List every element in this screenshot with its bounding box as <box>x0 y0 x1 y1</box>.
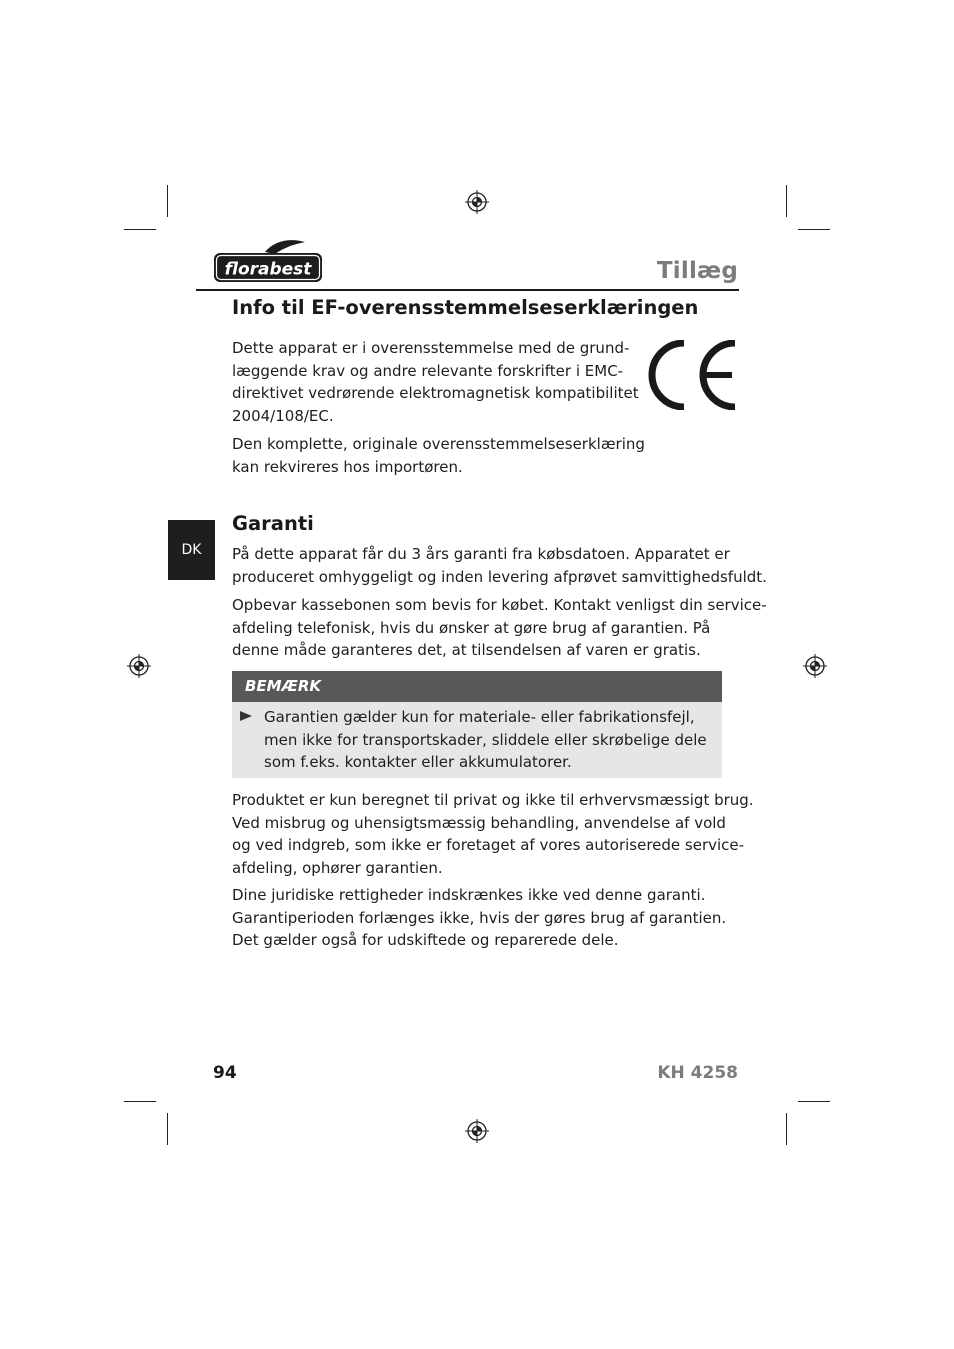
text-line: men ikke for transportskader, sliddele eller skrøbelige dele <box>264 730 707 749</box>
text-line: denne måde garanteres det, at tilsendelsen af varen er gratis. <box>232 641 701 659</box>
text-line: afdeling telefonisk, hvis du ønsker at gøre brug af garantien. På <box>232 618 711 637</box>
crop-mark <box>167 1113 168 1145</box>
registration-mark-icon <box>465 1119 489 1143</box>
triangle-bullet-icon <box>240 711 252 721</box>
section-title: Tillæg <box>656 258 738 284</box>
ef-heading: Info til EF-overensstemmelseserklæringen <box>232 296 699 319</box>
text-line: Garantien gælder kun for materiale- eller fabrikationsfejl, <box>264 708 695 726</box>
note-header <box>232 671 722 702</box>
florabest-logo <box>213 238 325 284</box>
text-line: læggende krav og andre relevante forskrifter i EMC- <box>232 361 624 380</box>
ef-paragraph-1 <box>232 337 639 427</box>
garanti-paragraph-3 <box>232 789 754 879</box>
note-title: BEMÆRK <box>245 677 322 695</box>
note-text <box>264 706 707 774</box>
text-line: direktivet vedrørende elektromagnetisk kompatibilitet <box>232 384 639 402</box>
text-line: Dine juridiske rettigheder indskrænkes ikke ved denne garanti. <box>232 886 706 904</box>
crop-mark <box>798 1101 830 1102</box>
registration-mark-icon <box>127 654 151 678</box>
text-line: Den komplette, originale overensstemmelseserklæring <box>232 435 645 453</box>
text-line: kan rekvireres hos importøren. <box>232 457 463 476</box>
registration-mark-icon <box>465 190 489 214</box>
text-line: På dette apparat får du 3 års garanti fra købsdatoen. Apparatet er <box>232 545 730 563</box>
garanti-paragraph-2 <box>232 594 767 662</box>
text-line: som f.eks. kontakter eller akkumulatorer. <box>264 753 572 771</box>
ef-paragraph-2 <box>232 433 645 478</box>
text-line: Opbevar kassebonen som bevis for købet. Kontakt venligst din service- <box>232 596 767 614</box>
language-tab: DK <box>168 520 215 580</box>
text-line: og ved indgreb, som ikke er foretaget af vores autoriserede service- <box>232 836 745 854</box>
garanti-heading: Garanti <box>232 512 314 535</box>
text-line: produceret omhyggeligt og inden levering afprøvet samvittighedsfuldt. <box>232 567 767 586</box>
text-line: Dette apparat er i overensstemmelse med de grund- <box>232 339 630 357</box>
crop-mark <box>124 229 156 230</box>
crop-mark <box>124 1101 156 1102</box>
crop-mark <box>786 1113 787 1145</box>
page-number: 94 <box>213 1063 237 1083</box>
header-rule <box>196 289 739 291</box>
text-line: Produktet er kun beregnet til privat og ikke til erhvervsmæssigt brug. <box>232 791 754 809</box>
text-line: Det gælder også for udskiftede og reparerede dele. <box>232 931 619 949</box>
text-line: Ved misbrug og uhensigtsmæssig behandling, anvendelse af vold <box>232 813 726 832</box>
garanti-paragraph-4 <box>232 884 726 952</box>
text-line: afdeling, ophører garantien. <box>232 858 443 877</box>
text-line: 2004/108/EC. <box>232 406 334 425</box>
crop-mark <box>786 185 787 217</box>
crop-mark <box>798 229 830 230</box>
ce-mark-icon <box>640 340 738 410</box>
garanti-paragraph-1 <box>232 543 767 588</box>
text-line: Garantiperioden forlænges ikke, hvis der gøres brug af garantien. <box>232 908 727 927</box>
model-number: KH 4258 <box>657 1063 738 1083</box>
registration-mark-icon <box>803 654 827 678</box>
logo-text: florabest <box>224 259 312 280</box>
crop-mark <box>167 185 168 217</box>
